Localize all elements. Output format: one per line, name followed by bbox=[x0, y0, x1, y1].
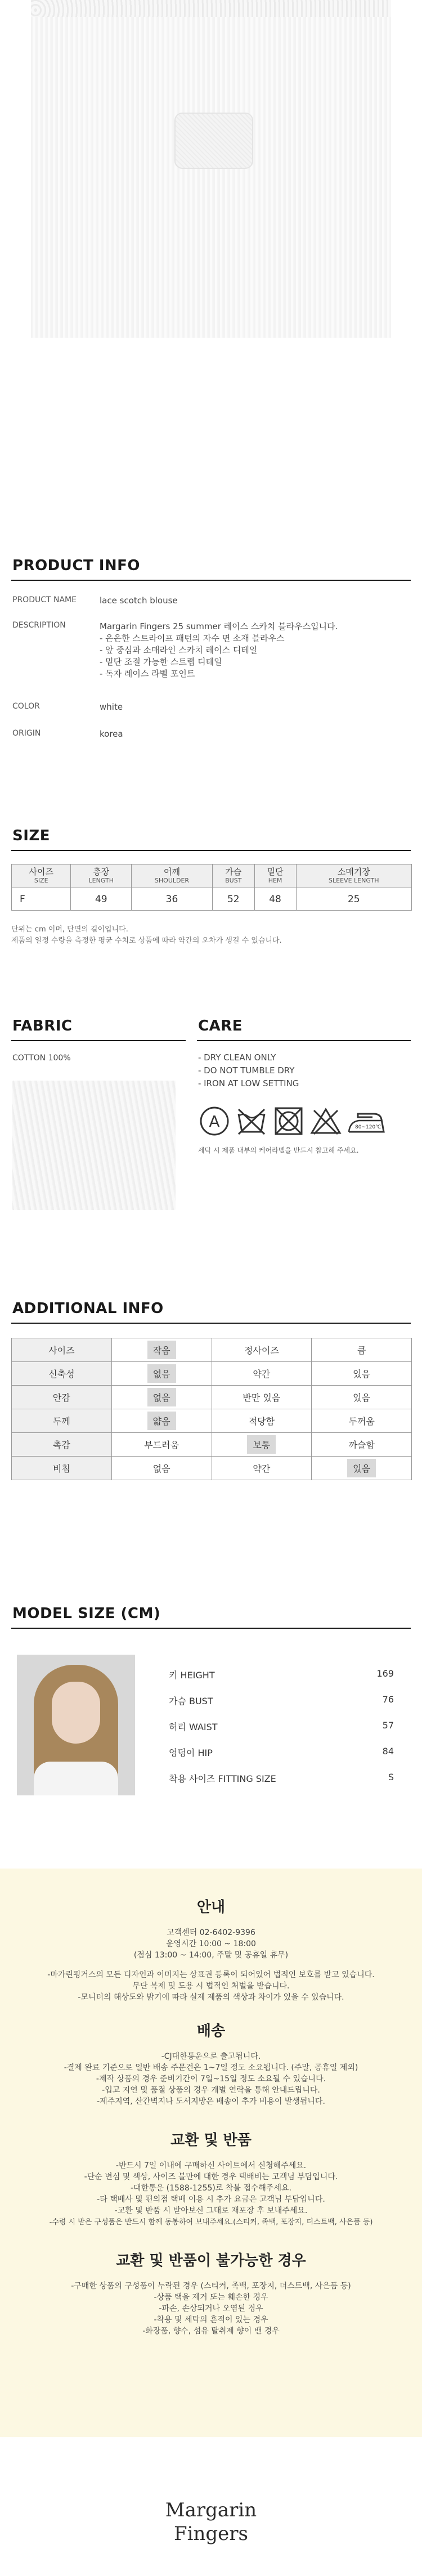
additional-info-row bbox=[12, 1433, 412, 1457]
description-line: - 밑단 조절 가능한 스트랩 디테일 bbox=[100, 657, 222, 667]
additional-info-option bbox=[212, 1409, 312, 1433]
model-photo bbox=[17, 1655, 135, 1795]
additional-info-rule bbox=[11, 1323, 411, 1324]
model-fitting-label: 착용 사이즈 FITTING SIZE bbox=[169, 1773, 276, 1784]
noreturn-line: -착용 및 세탁의 흔적이 있는 경우 bbox=[154, 2315, 268, 2324]
lace-trim-image bbox=[31, 0, 391, 17]
selected-option: 보통 bbox=[247, 1435, 276, 1454]
shoulder-col-header: 어깨 SHOULDER bbox=[132, 864, 213, 888]
return-line: -대한통운 (1588-1255)로 착불 접수해주세요. bbox=[131, 2184, 291, 2193]
additional-info-option bbox=[212, 1433, 312, 1457]
additional-info-option bbox=[111, 1386, 212, 1409]
model-fitting-value: S bbox=[388, 1772, 394, 1782]
description-label: DESCRIPTION bbox=[12, 621, 66, 630]
product-photo bbox=[0, 0, 422, 349]
option-label: 큼 bbox=[357, 1345, 366, 1356]
care-label-note: 세탁 시 제품 내부의 케어라벨을 반드시 참고해 주세요. bbox=[198, 1146, 359, 1154]
size-rule bbox=[11, 850, 411, 851]
care-title: CARE bbox=[198, 1018, 243, 1034]
bust-col-header: 가슴 BUST bbox=[212, 864, 254, 888]
return-line: -타 택배사 및 편의점 택배 이용 시 추가 요금은 고객님 부담입니다. bbox=[97, 2195, 325, 2204]
option-label: 없음 bbox=[152, 1463, 170, 1474]
color-label: COLOR bbox=[12, 702, 40, 711]
svg-text:A: A bbox=[209, 1112, 220, 1131]
delivery-line: -CJ대한통운으로 출고됩니다. bbox=[161, 2052, 261, 2061]
additional-info-option bbox=[312, 1457, 412, 1480]
care-line: - IRON AT LOW SETTING bbox=[198, 1078, 299, 1088]
option-label: 약간 bbox=[253, 1463, 271, 1474]
option-label: 정사이즈 bbox=[244, 1345, 279, 1356]
noreturn-line: -상품 택을 제거 또는 훼손한 경우 bbox=[154, 2293, 268, 2302]
noreturn-line: -파손, 손상되거나 오염된 경우 bbox=[159, 2304, 263, 2313]
return-line: -반드시 7일 이내에 구매하신 사이트에서 신청해주세요. bbox=[115, 2161, 307, 2170]
product-info-title: PRODUCT INFO bbox=[12, 557, 141, 574]
fabric-composition: COTTON 100% bbox=[12, 1054, 71, 1063]
model-waist-value: 57 bbox=[382, 1720, 394, 1731]
description-line: Margarin Fingers 25 summer 레이스 스카치 블라우스입니다. bbox=[100, 621, 338, 631]
guide-line: (점심 13:00 ~ 14:00, 주말 및 공휴일 휴무) bbox=[133, 1951, 289, 1960]
additional-info-option bbox=[111, 1433, 212, 1457]
model-bust-row bbox=[169, 1694, 394, 1707]
description-line: - 은은한 스트라이프 패턴의 자수 면 소재 블라우스 bbox=[100, 633, 285, 643]
option-label: 있음 bbox=[353, 1392, 371, 1403]
blouse-fabric-image bbox=[31, 0, 391, 338]
model-hip-value: 84 bbox=[382, 1746, 394, 1757]
fabric-title: FABRIC bbox=[12, 1018, 73, 1034]
no-tumble-dry-icon bbox=[272, 1105, 305, 1137]
additional-info-option bbox=[312, 1409, 412, 1433]
size-header-row bbox=[12, 864, 412, 888]
option-label: 부드러움 bbox=[144, 1440, 179, 1450]
additional-info-label: 안감 bbox=[12, 1386, 112, 1409]
additional-info-option bbox=[111, 1457, 212, 1480]
size-col-header: 사이즈 SIZE bbox=[12, 864, 71, 888]
guide-line: 고객센터 02-6402-9396 bbox=[167, 1928, 255, 1937]
model-bust-label: 가슴 BUST bbox=[169, 1696, 213, 1706]
description-text bbox=[100, 621, 338, 680]
additional-info-option bbox=[111, 1362, 212, 1386]
additional-info-option bbox=[111, 1409, 212, 1433]
guide-title: 안내 bbox=[196, 1899, 226, 1916]
description-line: - 독자 레이스 라벨 포인트 bbox=[100, 669, 195, 679]
additional-info-label: 신축성 bbox=[12, 1362, 112, 1386]
option-label: 까슬함 bbox=[348, 1440, 375, 1450]
size-value-row bbox=[12, 888, 412, 911]
size-title: SIZE bbox=[12, 827, 51, 844]
additional-info-label: 두께 bbox=[12, 1409, 112, 1433]
model-size-rule bbox=[11, 1628, 411, 1629]
model-fitting-row bbox=[169, 1772, 394, 1785]
delivery-line: -입고 지연 및 품절 상품의 경우 개별 연락을 통해 안내드립니다. bbox=[102, 2086, 320, 2095]
selected-option: 없음 bbox=[147, 1388, 176, 1406]
selected-option: 작음 bbox=[147, 1341, 176, 1359]
length-cell: 49 bbox=[71, 888, 132, 911]
no-bleach-icon bbox=[309, 1105, 342, 1137]
additional-info-option bbox=[212, 1338, 312, 1362]
bust-cell: 52 bbox=[212, 888, 254, 911]
model-waist-label: 허리 WAIST bbox=[169, 1722, 218, 1732]
additional-info-row bbox=[12, 1457, 412, 1480]
option-label: 두꺼움 bbox=[348, 1416, 375, 1427]
fabric-closeup-image bbox=[12, 1081, 176, 1210]
additional-info-table bbox=[11, 1338, 412, 1480]
option-label: 약간 bbox=[253, 1369, 271, 1379]
additional-info-option bbox=[312, 1338, 412, 1362]
model-hip-label: 엉덩이 HIP bbox=[169, 1748, 213, 1758]
store-notice-panel bbox=[0, 1869, 422, 2437]
care-rule bbox=[197, 1040, 411, 1041]
additional-info-title: ADDITIONAL INFO bbox=[12, 1300, 164, 1317]
noreturn-title: 교환 및 반품이 불가능한 경우 bbox=[116, 2252, 306, 2269]
additional-info-option bbox=[312, 1362, 412, 1386]
option-label: 있음 bbox=[353, 1369, 371, 1379]
description-line: - 앞 중심과 소매라인 스카치 레이스 디테일 bbox=[100, 645, 258, 655]
additional-info-row bbox=[12, 1338, 412, 1362]
additional-info-row bbox=[12, 1362, 412, 1386]
model-waist-row bbox=[169, 1720, 394, 1733]
model-height-value: 169 bbox=[376, 1668, 394, 1679]
additional-info-option bbox=[312, 1386, 412, 1409]
hem-cell: 48 bbox=[254, 888, 296, 911]
model-bust-value: 76 bbox=[382, 1694, 394, 1705]
delivery-line: -제작 상품의 경우 준비기간이 7일~15일 정도 소요될 수 있습니다. bbox=[96, 2075, 326, 2084]
iron-low-icon bbox=[347, 1105, 386, 1137]
origin-label: ORIGIN bbox=[12, 729, 41, 738]
selected-option: 있음 bbox=[347, 1459, 376, 1477]
additional-info-option bbox=[212, 1386, 312, 1409]
additional-info-row bbox=[12, 1386, 412, 1409]
product-name-value: lace scotch blouse bbox=[100, 595, 178, 606]
no-wash-icon bbox=[235, 1105, 268, 1137]
delivery-title: 배송 bbox=[196, 2023, 226, 2040]
product-name-label: PRODUCT NAME bbox=[12, 595, 77, 604]
length-col-header: 총장 LENGTH bbox=[71, 864, 132, 888]
model-height-label: 키 HEIGHT bbox=[169, 1670, 215, 1681]
brand-logo-line2: Fingers bbox=[174, 2523, 248, 2545]
additional-info-label: 사이즈 bbox=[12, 1338, 112, 1362]
additional-info-option bbox=[312, 1433, 412, 1457]
option-label: 반만 있음 bbox=[243, 1392, 281, 1403]
delivery-line: -제주지역, 산간벽지나 도서지방은 배송이 추가 비용이 발생됩니다. bbox=[97, 2097, 325, 2106]
noreturn-line: -화장품, 향수, 섬유 탈취제 향이 밴 경우 bbox=[142, 2327, 280, 2336]
product-info-rule bbox=[11, 580, 411, 581]
return-line: -교환 및 반품 시 받아보신 그대로 재포장 후 보내주세요. bbox=[114, 2206, 308, 2215]
selected-option: 없음 bbox=[147, 1364, 176, 1383]
noreturn-line: -구매한 상품의 구성품이 누락된 경우 (스티커, 족백, 포장지, 더스트백, 사은품 등) bbox=[71, 2282, 351, 2291]
model-height-row bbox=[169, 1668, 394, 1681]
fabric-rule bbox=[11, 1040, 186, 1041]
return-line: -단순 변심 및 색상, 사이즈 불만에 대한 경우 택배비는 고객님 부담입니다. bbox=[84, 2172, 338, 2181]
size-note-tolerance: 제품의 일정 수량을 측정한 평균 수치로 상품에 따라 약간의 오차가 생길 수 있습니다. bbox=[11, 937, 282, 945]
guide-line: 운영시간 10:00 ~ 18:00 bbox=[166, 1939, 256, 1948]
guide-line: 무단 복제 및 도용 시 법적인 처벌을 받습니다. bbox=[132, 1982, 290, 1991]
brand-logo-line1: Margarin bbox=[165, 2499, 257, 2521]
guide-line: -모니터의 해상도와 밝기에 따라 실제 제품의 색상과 차이가 있을 수 있습니다. bbox=[78, 1993, 344, 2002]
additional-info-label: 촉감 bbox=[12, 1433, 112, 1457]
color-value: white bbox=[100, 702, 123, 712]
additional-info-option bbox=[212, 1457, 312, 1480]
option-label: 적당함 bbox=[248, 1416, 275, 1427]
model-size-title: MODEL SIZE (CM) bbox=[12, 1605, 161, 1622]
return-title: 교환 및 반품 bbox=[170, 2132, 252, 2149]
size-cell: F bbox=[12, 888, 71, 911]
model-hip-row bbox=[169, 1746, 394, 1759]
selected-option: 얇음 bbox=[147, 1412, 176, 1430]
sleeve-col-header: 소매기장 SLEEVE LENGTH bbox=[296, 864, 411, 888]
iron-temp-label: 80~120℃ bbox=[355, 1125, 381, 1130]
care-line: - DO NOT TUMBLE DRY bbox=[198, 1065, 295, 1076]
additional-info-option bbox=[111, 1338, 212, 1362]
additional-info-row bbox=[12, 1409, 412, 1433]
size-note-unit: 단위는 cm 이며, 단면의 길이입니다. bbox=[11, 925, 128, 934]
guide-line: -마가린핑거스의 모든 디자인과 이미지는 상표권 등록이 되어있어 법적인 보호를 받고 있습니다. bbox=[47, 1970, 375, 1979]
additional-info-option bbox=[212, 1362, 312, 1386]
dry-clean-a-icon bbox=[198, 1105, 231, 1137]
size-table bbox=[11, 864, 412, 911]
delivery-line: -결제 완료 기준으로 일반 배송 주문건은 1~7일 정도 소요됩니다. (주말, 공휴일 제외) bbox=[64, 2063, 358, 2072]
care-line: - DRY CLEAN ONLY bbox=[198, 1052, 276, 1063]
embroidered-logo-patch bbox=[174, 113, 253, 169]
shoulder-cell: 36 bbox=[132, 888, 213, 911]
hem-col-header: 밑단 HEM bbox=[254, 864, 296, 888]
origin-value: korea bbox=[100, 729, 123, 739]
sleeve-cell: 25 bbox=[296, 888, 411, 911]
return-line: -수령 시 받은 구성품은 반드시 함께 동봉하여 보내주세요.(스티커, 족백, 포장지, 더스트백, 사은품 등) bbox=[49, 2218, 373, 2226]
care-symbols bbox=[198, 1105, 422, 1141]
additional-info-label: 비침 bbox=[12, 1457, 112, 1480]
